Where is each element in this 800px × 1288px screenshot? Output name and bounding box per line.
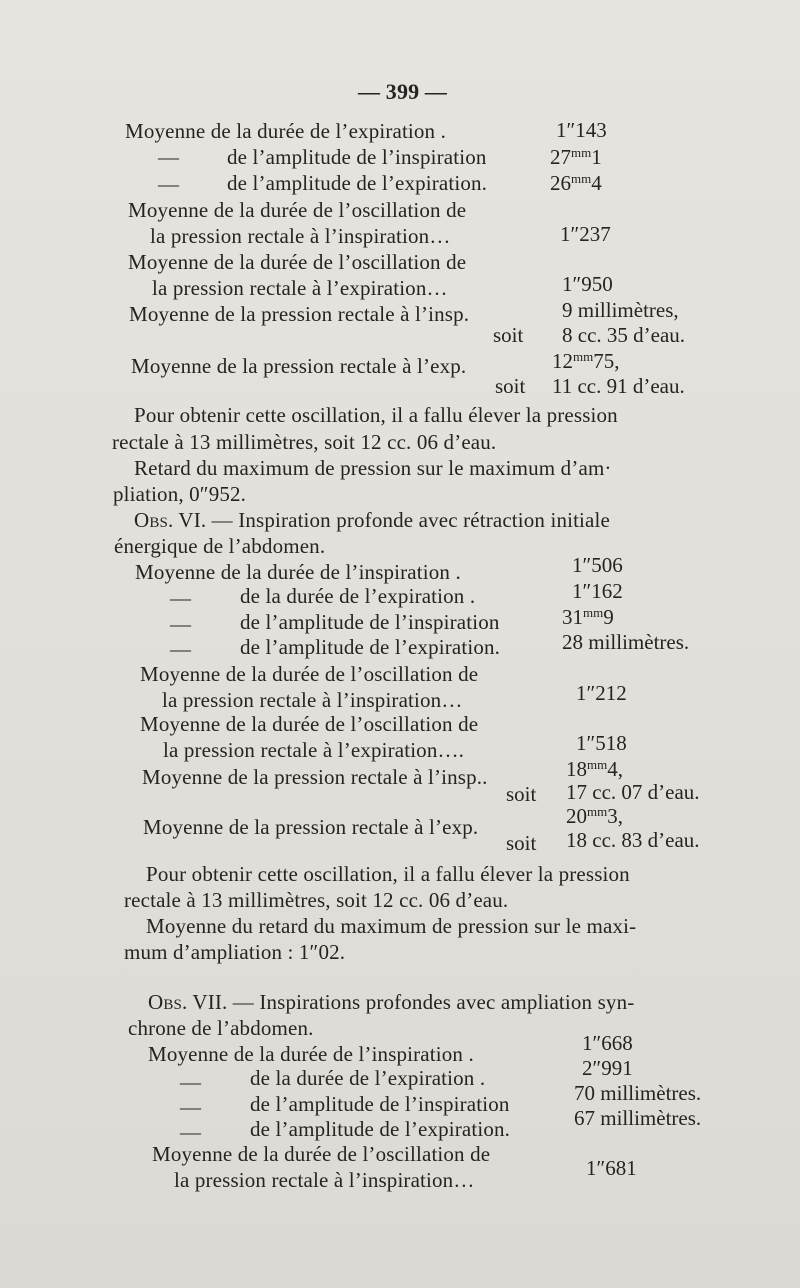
obs6-para2-line1: Moyenne du retard du maximum de pression sur le maxi- (146, 914, 637, 938)
obs6-para2-line2: mum d’ampliation : 1″02. (124, 940, 346, 964)
obs6-row5-line1: Moyenne de la durée de l’oscillation de (140, 662, 479, 686)
obs7-row4-label: de l’amplitude de l’expiration. (250, 1117, 511, 1141)
obs5-row6-value: 9 millimètres, (562, 298, 679, 322)
obs6-row2-value: 1″162 (572, 579, 623, 603)
obs6-row2-label: de la durée de l’expiration . (240, 584, 476, 608)
obs7-intro-line2: chrone de l’abdomen. (128, 1016, 314, 1040)
obs6-row6-line2: la pression rectale à l’expiration…. (163, 738, 465, 762)
obs5-row5-line1: Moyenne de la durée de l’oscillation de (128, 250, 467, 274)
obs5-para1-line2: rectale à 13 millimètres, soit 12 cc. 06 d’eau. (112, 430, 497, 454)
obs5-row5-value: 1″950 (562, 272, 613, 296)
obs7-row5-line1: Moyenne de la durée de l’oscillation de (152, 1142, 491, 1166)
obs7-row5-line2: la pression rectale à l’inspiration… (174, 1168, 475, 1192)
obs7-row2-label: de la durée de l’expiration . (250, 1066, 486, 1090)
obs5-row4-line2: la pression rectale à l’inspiration… (150, 224, 451, 248)
obs6-row8-soit: soit (506, 831, 537, 855)
obs7-row3-label: de l’amplitude de l’inspiration (250, 1092, 510, 1116)
obs5-row7-value2: 11 cc. 91 d’eau. (552, 374, 685, 398)
obs6-row7-value: $18^{mm}4$, (566, 757, 623, 781)
obs5-row3-value: $26^{mm}4$ (550, 171, 602, 195)
obs5-row5-line2: la pression rectale à l’expiration… (152, 276, 448, 300)
obs5-row3-label: de l’amplitude de l’expiration. (227, 171, 488, 195)
obs5-row4-line1: Moyenne de la durée de l’oscillation de (128, 198, 467, 222)
ditto-dash: — (170, 586, 191, 610)
obs7-row4-value: 67 millimètres. (574, 1106, 702, 1130)
obs6-row1-label: Moyenne de la durée de l’inspiration . (135, 560, 461, 584)
obs6-row8-value: $20^{mm}3$, (566, 804, 623, 828)
page-number: — 399 — (358, 79, 448, 104)
obs5-row7-value: $12^{mm}75$, (552, 349, 620, 373)
obs6-row4-value: 28 millimètres. (562, 630, 690, 654)
obs6-para1-line2: rectale à 13 millimètres, soit 12 cc. 06 d’eau. (124, 888, 509, 912)
obs5-row1-label: Moyenne de la durée de l’expiration . (125, 119, 447, 143)
obs7-row1-label: Moyenne de la durée de l’inspiration . (148, 1042, 474, 1066)
ditto-dash: — (170, 612, 191, 636)
obs5-row6-label: Moyenne de la pression rectale à l’insp. (129, 302, 470, 326)
obs6-intro-line1: Obs. VI. — Inspiration profonde avec rétraction initiale (134, 508, 610, 532)
obs5-para2-line1: Retard du maximum de pression sur le maximum d’am· (134, 456, 612, 480)
obs6-row7-label: Moyenne de la pression rectale à l’insp.. (142, 765, 488, 789)
obs5-para1-line1: Pour obtenir cette oscillation, il a fallu élever la pression (134, 403, 618, 427)
obs6-row5-value: 1″212 (576, 681, 627, 705)
obs7-row1-value: 1″668 (582, 1031, 633, 1055)
obs6-row4-label: de l’amplitude de l’expiration. (240, 635, 501, 659)
obs6-row7-value2: 17 cc. 07 d’eau. (566, 780, 700, 804)
obs5-row7-label: Moyenne de la pression rectale à l’exp. (131, 354, 467, 378)
obs7-row2-value: 2″991 (582, 1056, 633, 1080)
ditto-dash: — (158, 145, 179, 169)
obs5-row6-value2: 8 cc. 35 d’eau. (562, 323, 686, 347)
obs5-row6-soit: soit (493, 323, 524, 347)
obs6-row8-label: Moyenne de la pression rectale à l’exp. (143, 815, 479, 839)
ditto-dash: — (170, 637, 191, 661)
ditto-dash: — (180, 1095, 201, 1119)
obs6-row3-value: $31^{mm}9$ (562, 605, 614, 629)
ditto-dash: — (180, 1070, 201, 1094)
obs6-row7-soit: soit (506, 782, 537, 806)
obs6-row3-label: de l’amplitude de l’inspiration (240, 610, 500, 634)
obs6-row8-value2: 18 cc. 83 d’eau. (566, 828, 700, 852)
obs7-row5-value: 1″681 (586, 1156, 637, 1180)
obs5-row2-label: de l’amplitude de l’inspiration (227, 145, 487, 169)
obs6-row1-value: 1″506 (572, 553, 623, 577)
obs7-intro-line1: Obs. VII. — Inspirations profondes avec ampliation syn- (148, 990, 635, 1014)
obs6-row6-line1: Moyenne de la durée de l’oscillation de (140, 712, 479, 736)
obs5-row2-value: $27^{mm}1$ (550, 145, 602, 169)
ditto-dash: — (158, 172, 179, 196)
obs6-row6-value: 1″518 (576, 731, 627, 755)
ditto-dash: — (180, 1120, 201, 1144)
obs5-para2-line2: pliation, 0″952. (113, 482, 247, 506)
obs7-row3-value: 70 millimètres. (574, 1081, 702, 1105)
obs5-row7-soit: soit (495, 374, 526, 398)
obs6-para1-line1: Pour obtenir cette oscillation, il a fallu élever la pression (146, 862, 630, 886)
obs6-intro-line2: énergique de l’abdomen. (114, 534, 326, 558)
obs5-row4-value: 1″237 (560, 222, 611, 246)
obs6-row5-line2: la pression rectale à l’inspiration… (162, 688, 463, 712)
obs5-row1-value: 1″143 (556, 118, 607, 142)
